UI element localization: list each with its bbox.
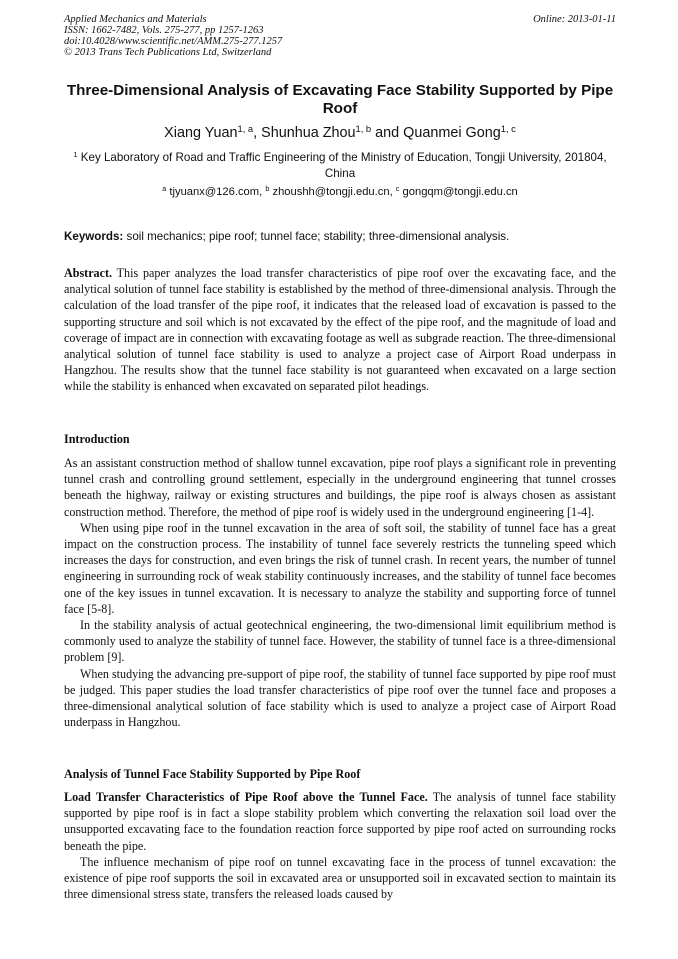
section-body bbox=[64, 789, 616, 902]
paragraph: As an assistant construction method of shallow tunnel excavation, pipe roof plays a significant role in preventing tunnel crash and controlling ground settlement, especially in the underground engineering that tunnel crosses beneath the highway, railway or existing structures and buildings, the pipe roof is always chosen as assistant construction method. Therefore, the method of pipe roof is widely used in the underground engineering [1-4]. bbox=[64, 456, 616, 519]
paragraph-text: The analysis of tunnel face stability supported by pipe roof is in fact a slope stability problem which converting the relaxation soil load over the unsupported excavating face to the foundation reaction force supported by pipe roof acted on surrounding rocks beneath the pipe. bbox=[64, 790, 616, 853]
keywords-label: Keywords: bbox=[64, 230, 124, 243]
affiliation-text: Key Laboratory of Road and Traffic Engineering of the Ministry of Education, Tongji University, 201804, China bbox=[80, 151, 607, 180]
author-affiliation-mark: 1, c bbox=[500, 123, 516, 134]
copyright-line: © 2013 Trans Tech Publications Ltd, Switzerland bbox=[64, 47, 272, 58]
affiliation-mark: 1 bbox=[73, 149, 78, 159]
journal-name: Applied Mechanics and Materials bbox=[64, 14, 207, 25]
author-name: Shunhua Zhou bbox=[261, 125, 356, 141]
author-name: Quanmei Gong bbox=[403, 125, 501, 141]
author-list bbox=[64, 124, 616, 142]
paragraph: The influence mechanism of pipe roof on tunnel excavating face in the process of tunnel excavation: the existence of pipe roof supports the soil in excavated area or unsupported soil in excavated section to maintain its three dimensional stress state, transfers the released loads caused by bbox=[64, 854, 616, 902]
paragraph: In the stability analysis of actual geotechnical engineering, the two-dimensional limit equilibrium method is commonly used to analyze the stability of tunnel face. However, the stability of tunnel face is a three-dimensional problem [9]. bbox=[64, 618, 616, 665]
journal-header bbox=[64, 14, 616, 58]
email-link[interactable]: tjyuanx@126.com, bbox=[169, 186, 266, 198]
affiliation bbox=[64, 150, 616, 182]
issn-line: ISSN: 1662-7482, Vols. 275-277, pp 1257-1263 bbox=[64, 25, 264, 36]
email-link[interactable]: zhoushh@tongji.edu.cn, bbox=[272, 186, 396, 198]
keywords bbox=[64, 229, 616, 244]
paragraph: When using pipe roof in the tunnel excavation in the area of soft soil, the stability of tunnel face has a great impact on the construction process. The instability of tunnel face severely restricts the tunneling speed which increases the days for construction, and even brings the risk of tunnel crash. In recent years, the number of tunnel engineering in surrounding rock of weak stability continuously increases, and the stability of tunnel face becomes one of the key issues in tunnel excavation. It is necessary to analyze the stability and supporting force of tunnel face [5-8]. bbox=[64, 520, 616, 616]
author-affiliation-mark: 1, a bbox=[237, 123, 254, 134]
email-mark: b bbox=[265, 184, 270, 193]
email-mark: a bbox=[162, 184, 167, 193]
introduction-body bbox=[64, 455, 616, 730]
abstract-text: This paper analyzes the load transfer characteristics of pipe roof over the excavating face, and the analytical solution of tunnel face stability is established by the method of three-dimensional analysis. Through the calculation of the load transfer of the pipe roof, it indicates that the released load of excavation is passed to the supporting structure and soil which is not excavated by the effect of the pipe roof, and the magnitude of load and coverage of impact are in connection with excavating footage as well as subgrade reaction. The three-dimensional analytical solution of tunnel face stability is used to analyze a project case of Airport Road underpass in Hangzhou. The results show that the tunnel face stability is not guaranteed when excavated on a large section while the stability is enhanced when excavated on separated pilot headings. bbox=[64, 266, 616, 394]
author-name: Xiang Yuan bbox=[164, 125, 238, 141]
online-date: Online: 2013-01-11 bbox=[533, 14, 616, 25]
author-separator: and bbox=[371, 125, 404, 141]
doi-line: doi:10.4028/www.scientific.net/AMM.275-277.1257 bbox=[64, 36, 283, 47]
author-emails bbox=[64, 185, 616, 199]
author-affiliation-mark: 1, b bbox=[355, 123, 372, 134]
paragraph: When studying the advancing pre-support of pipe roof, the stability of tunnel face supported by pipe roof must be judged. This paper studies the load transfer characteristics of pipe roof over the tunnel face and proposes a three-dimensional analytical solution of face stability which is used to analyze a project case of Airport Road underpass in Hangzhou. bbox=[64, 666, 616, 730]
subsection-heading: Load Transfer Characteristics of Pipe Roof above the Tunnel Face. bbox=[64, 790, 428, 804]
section-heading: Analysis of Tunnel Face Stability Supported by Pipe Roof bbox=[64, 767, 361, 781]
abstract bbox=[64, 265, 616, 395]
section-heading: Introduction bbox=[64, 432, 130, 446]
keywords-text: soil mechanics; pipe roof; tunnel face; stability; three-dimensional analysis. bbox=[126, 230, 510, 243]
paper-title: Three-Dimensional Analysis of Excavating Face Stability Supported by Pipe Roof bbox=[66, 82, 614, 117]
author-separator: , bbox=[253, 125, 262, 141]
abstract-label: Abstract. bbox=[64, 266, 113, 280]
email-link[interactable]: gongqm@tongji.edu.cn bbox=[402, 186, 518, 198]
email-mark: c bbox=[395, 184, 400, 193]
